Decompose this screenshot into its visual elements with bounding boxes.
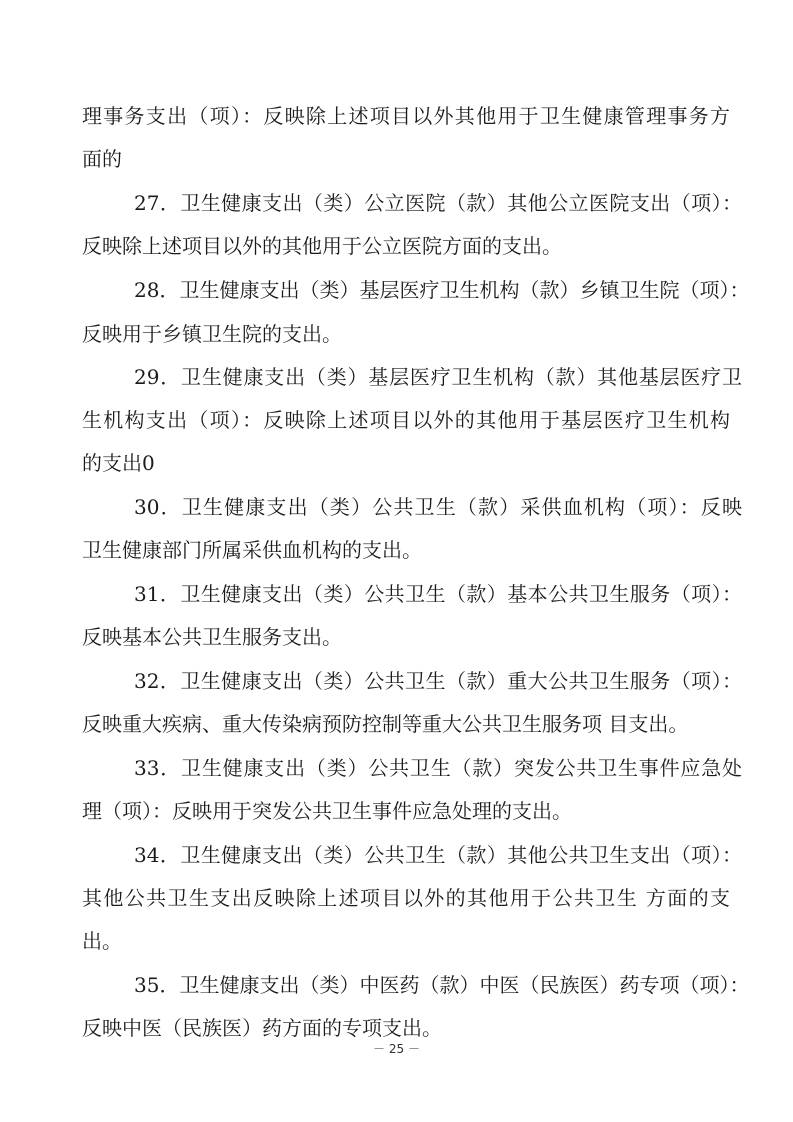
paragraph-line: 反映基本公共卫生服务支出。 (82, 625, 342, 649)
page-number: － 25 － (373, 1042, 420, 1056)
paragraph-line-item-27: 27．卫生健康支出（类）公立医院（款）其他公立医院支出（项）： (134, 191, 742, 215)
paragraph-line: 反映除上述项目以外的其他用于公立医院方面的支出。 (82, 234, 562, 258)
paragraph-line: 理事务支出（项）：反映除上述项目以外其他用于卫生健康管理事务方 (82, 104, 730, 128)
paragraph-line: 出。 (82, 929, 122, 953)
paragraph-line: 卫生健康部门所属采供血机构的支出。 (82, 538, 422, 562)
paragraph-line: 生机构支出（项）：反映除上述项目以外的其他用于基层医疗卫生机构 (82, 408, 730, 432)
paragraph-line-item-35: 35．卫生健康支出（类）中医药（款）中医（民族医）药专项（项）： (134, 973, 750, 997)
paragraph-line-item-28: 28．卫生健康支出（类）基层医疗卫生机构（款）乡镇卫生院（项）： (134, 278, 750, 302)
paragraph-line-item-30: 30．卫生健康支出（类）公共卫生（款）采供血机构（项）：反映 (134, 495, 742, 519)
paragraph-line-item-31: 31．卫生健康支出（类）公共卫生（款）基本公共卫生服务（项）： (134, 582, 742, 606)
paragraph-line-item-32: 32．卫生健康支出（类）公共卫生（款）重大公共卫生服务（项）： (134, 669, 742, 693)
paragraph-line-item-34: 34．卫生健康支出（类）公共卫生（款）其他公共卫生支出（项）： (134, 843, 742, 867)
paragraph-line: 反映重大疾病、重大传染病预防控制等重大公共卫生服务项 目支出。 (82, 712, 689, 736)
paragraph-line: 的支出0 (82, 451, 155, 475)
paragraph-line-item-29: 29．卫生健康支出（类）基层医疗卫生机构（款）其他基层医疗卫 (134, 365, 742, 389)
paragraph-line: 其他公共卫生支出反映除上述项目以外的其他用于公共卫生 方面的支 (82, 886, 730, 910)
paragraph-line: 理（项）：反映用于突发公共卫生事件应急处理的支出。 (82, 799, 572, 823)
paragraph-line: 面的 (82, 147, 122, 171)
paragraph-line-item-33: 33．卫生健康支出（类）公共卫生（款）突发公共卫生事件应急处 (134, 756, 742, 780)
paragraph-line: 反映用于乡镇卫生院的支出。 (82, 322, 342, 346)
paragraph-line: 反映中医（民族医）药方面的专项支出。 (82, 1016, 442, 1040)
